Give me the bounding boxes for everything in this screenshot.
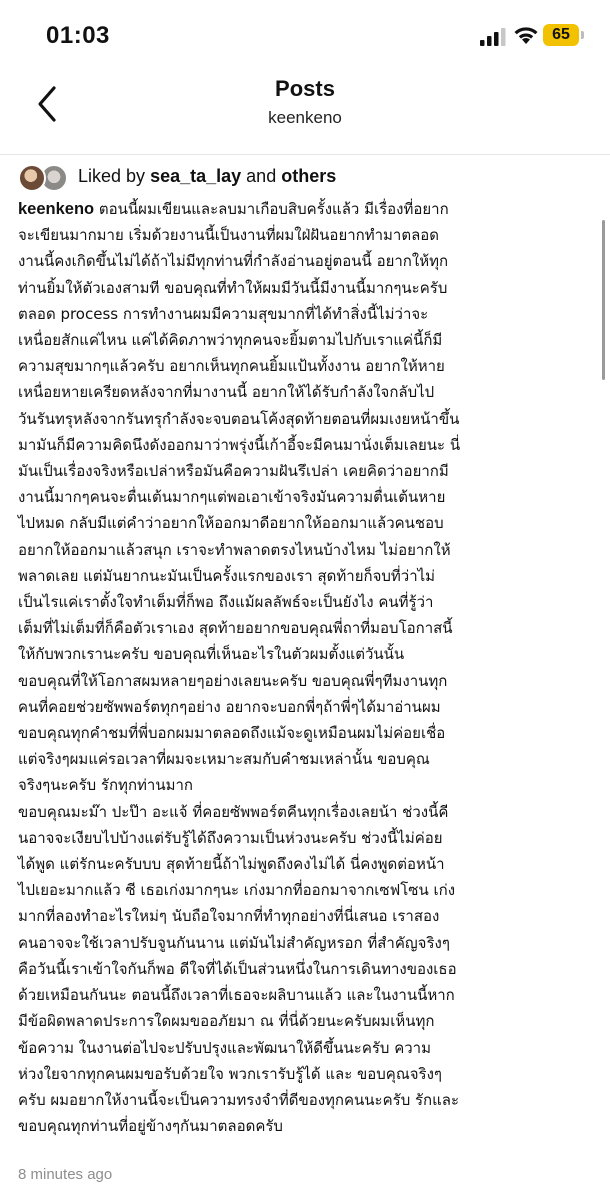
- caption-author[interactable]: keenkeno: [18, 200, 95, 218]
- wifi-icon: [513, 25, 539, 45]
- header-divider: [0, 154, 610, 155]
- caption-line: วันรันทรุหลังจากรันทรุกำลังจะจบตอนโค้งสุดท้ายตอนที่ผมเงยหน้าขึ้น: [18, 409, 460, 428]
- scrollbar[interactable]: [602, 220, 605, 380]
- caption-line: ขอบคุณทุกคำชมที่พี่บอกผมมาตลอดถึงแม้จะดูเหมือนผมไม่ค่อยเชื่อ: [18, 724, 446, 743]
- caption-line: ไปหมด กลับมีแต่คำว่าอยากให้ออกมาดีอยากให้ออกมาแล้วคนชอบ: [18, 514, 444, 533]
- caption-line: [18, 196, 598, 222]
- liked-by-prefix: Liked by: [78, 166, 146, 186]
- caption-line: ท่านยิ้มให้ตัวเองสามที ขอบคุณที่ทำให้ผมมีวันนี้มีงานนี้มากๆนะครับ: [18, 278, 448, 297]
- caption-line: อยากให้ออกมาแล้วสนุก เราจะทำพลาดตรงไหนบ้างไหม ไม่อยากให้: [18, 540, 451, 559]
- caption-line: เหนื่อยหายเครียดหลังจากที่มางานนี้ อยากให้ได้รับกำลังใจกลับไป: [18, 383, 435, 402]
- caption-line: จริงๆนะครับ รักทุกท่านมาก: [18, 776, 193, 795]
- page-title: Posts: [275, 76, 335, 101]
- caption-line: พลาดเลย แต่มันยากนะมันเป็นครั้งแรกของเรา สุดท้ายก็จบที่ว่าไม่: [18, 566, 436, 585]
- caption-line: มันเป็นเรื่องจริงหรือเปล่าหรือมันคือความฝันรึเปล่า เคยคิดว่าอยากมี: [18, 462, 449, 481]
- caption-line: มามันก็มีความคิดนึงดังออกมาว่าพรุ่งนี้เก้าอี้จะมีคนมานั่งเต็มเลยนะ นี่: [18, 435, 461, 454]
- caption-line: ได้พูด แต่รักนะครับบบ สุดท้ายนี้ถ้าไม่พูดถึงคงไม่ได้ นี่คงพูดต่อหน้า: [18, 855, 445, 874]
- caption-line: ขอบคุณทุกท่านที่อยู่ข้างๆกันมาตลอดครับ: [18, 1117, 283, 1136]
- caption-line: ตลอด process การทำงานผมมีความสุขมากที่ได้ทำสิ่งนี้ไม่ว่าจะ: [18, 304, 429, 323]
- caption-line: ด้วยเหมือนกันนะ ตอนนี้ถึงเวลาที่เธอจะผลิบานแล้ว และในงานนี้หาก: [18, 986, 455, 1005]
- caption-line: คนที่คอยช่วยซัพพอร์ตทุกๆอย่าง อยากจะบอกพี่ๆถ้าพี่ๆได้มาอ่านผม: [18, 697, 441, 716]
- caption-line: ครับ ผมอยากให้งานนี้จะเป็นความทรงจำที่ดีของทุกคนนะครับ รักและ: [18, 1090, 460, 1109]
- caption-line: จะเขียนมากมาย เริ่มด้วยงานนี้เป็นงานที่ผมใฝ่ฝันอยากทำมาตลอด: [18, 226, 440, 245]
- caption-line: มีข้อผิดพลาดประการใดผมขออภัยมา ณ ที่นี่ด้วยนะครับผมเห็นทุก: [18, 1012, 435, 1031]
- caption-line: เต็มที่ไม่เต็มที่ก็คือตัวเราเอง สุดท้ายอยากขอบคุณพี่ถาที่มอบโอกาสนี้: [18, 619, 453, 638]
- caption-line: ไปเยอะมากแล้ว ซี เธอเก่งมากๆนะ เก่งมากที่ออกมาจากเซฟโซน เก่ง: [18, 881, 456, 900]
- status-time: 01:03: [46, 22, 110, 49]
- caption-line: งานนี้คงเกิดขึ้นไม่ได้ถ้าไม่มีทุกท่านที่กำลังอ่านอยู่ตอนนี้ อยากให้ทุก: [18, 252, 449, 271]
- liked-by-connector: and: [246, 166, 277, 186]
- caption-line: งานนี้มากๆคนจะตื่นเต้นมากๆแต่พอเอาเข้าจริงมันความตื่นเต้นหาย: [18, 488, 446, 507]
- battery-indicator: 65: [543, 24, 579, 46]
- caption-line: ความสุขมากๆแล้วครับ อยากเห็นทุกคนยิ้มแป้นทั้งงาน อยากให้หาย: [18, 357, 445, 376]
- status-bar: [0, 0, 610, 70]
- caption-line: ข้อความ ในงานต่อไปจะปรับปรุงและพัฒนาให้ดีขึ้นนะครับ ความ: [18, 1038, 431, 1057]
- caption-line: คือวันนี้เราเข้าใจกันก็พอ ดีใจที่ได้เป็นส่วนหนึ่งในการเดินทางของเธอ: [18, 959, 457, 978]
- caption-line: ขอบคุณที่ให้โอกาสผมหลายๆอย่างเลยนะครับ ขอบคุณพี่ๆทีมงานทุก: [18, 671, 448, 690]
- caption-line: เหนื่อยสักแค่ไหน แค่ได้คิดภาพว่าทุกคนจะยิ้มตามไปกับเราแค่นี้ก็มี: [18, 331, 443, 350]
- caption-line: นอาจจะเงียบไปบ้างแต่รับรู้ได้ถึงความเป็นห่วงนะครับ ช่วงนี้ไม่ค่อย: [18, 828, 443, 847]
- cellular-signal-icon: [480, 28, 506, 46]
- battery-tip: [581, 31, 584, 39]
- caption-line: ห่วงใยจากทุกคนผมขอรับด้วยใจ พวกเรารับรู้ได้ และ ขอบคุณจริงๆ: [18, 1064, 442, 1083]
- caption-line: ขอบคุณมะม๊า ปะป๊า อะแจ้ ที่คอยซัพพอร์ตคีนทุกเรื่องเลยน้า ช่วงนี้คี: [18, 802, 449, 821]
- caption-line: แต่จริงๆผมแค่รอเวลาที่ผมจะเหมาะสมกับคำชมเหล่านั้น ขอบคุณ: [18, 750, 430, 769]
- post-caption: [18, 196, 598, 1139]
- liked-by-others[interactable]: others: [281, 166, 337, 186]
- liker-avatar[interactable]: [18, 164, 46, 192]
- liked-by-row[interactable]: [18, 164, 588, 196]
- caption-line: คนอาจจะใช้เวลาปรับจูนกันนาน แต่มันไม่สำคัญหรอก ที่สำคัญจริงๆ: [18, 933, 450, 952]
- header: [0, 70, 610, 150]
- post-timestamp: 8 minutes ago: [18, 1166, 113, 1183]
- caption-line: เป็นไรแค่เราตั้งใจทำเต็มที่ก็พอ ถึงแม้ผลลัพธ์จะเป็นยังไง คนที่รู้ว่า: [18, 593, 434, 612]
- page-subtitle-username[interactable]: keenkeno: [268, 108, 342, 127]
- caption-line: มากที่ลองทำอะไรใหม่ๆ นับถือใจมากที่ทำทุกอย่างที่นี่เสนอ เราสอง: [18, 907, 440, 926]
- caption-line: ให้กับพวกเรานะครับ ขอบคุณที่เห็นอะไรในตัวผมตั้งแต่วันนั้น: [18, 645, 405, 664]
- liked-by-text[interactable]: [78, 166, 336, 187]
- liker-username[interactable]: sea_ta_lay: [150, 166, 242, 186]
- caption-text: ตอนนี้ผมเขียนและลบมาเกือบสิบครั้งแล้ว มีเรื่องที่อยาก: [94, 200, 449, 218]
